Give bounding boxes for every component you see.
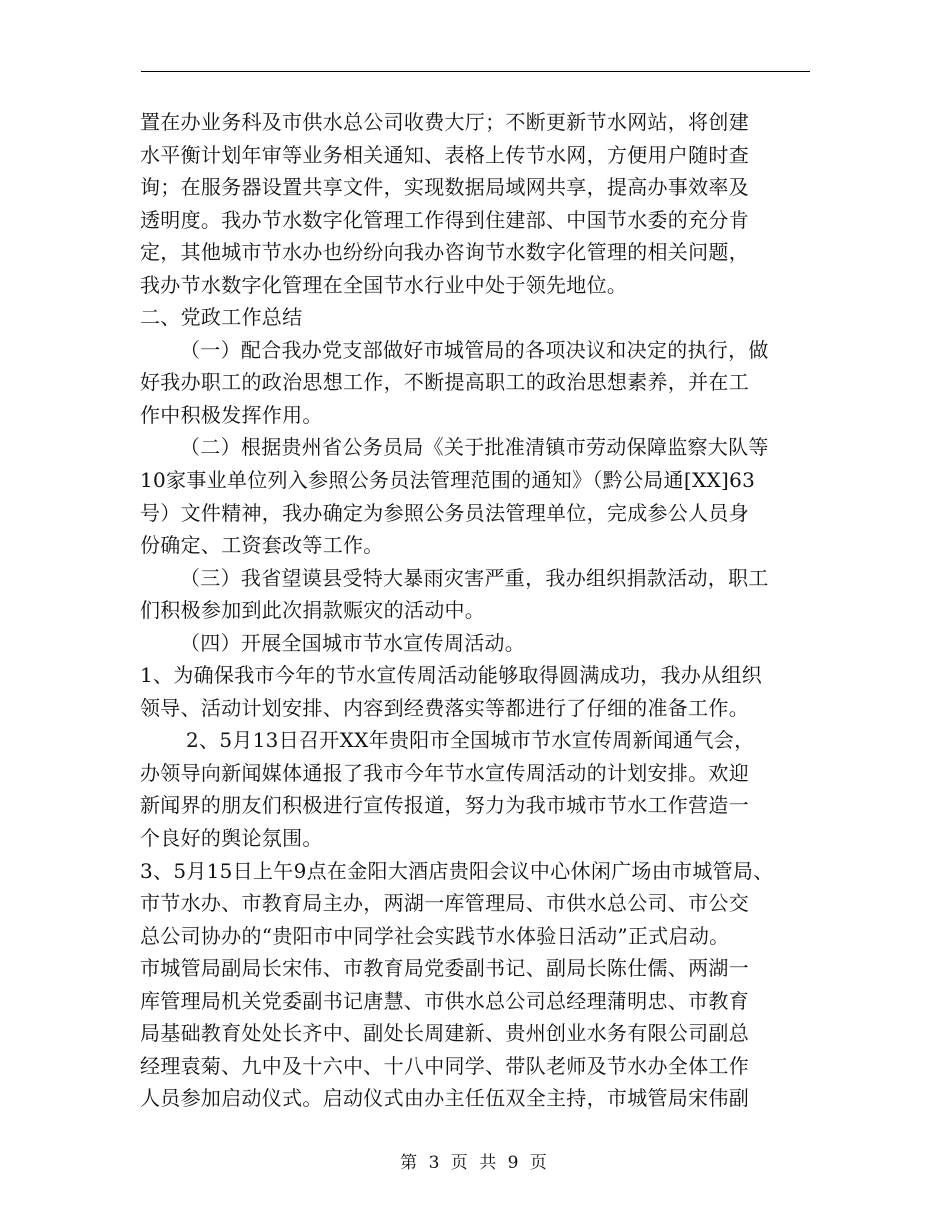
- text-line: 总公司协办的“贵阳市中同学社会实践节水体验日活动”正式启动。: [140, 923, 730, 948]
- text-line: 们积极参加到此次捐款赈灾的活动中。: [140, 598, 486, 623]
- list-item-1: 1、为确保我市今年的节水宣传周活动能够取得圆满成功，我办从组织: [140, 663, 763, 688]
- text-line: 透明度。我办节水数字化管理工作得到住建部、中国节水委的充分肯: [140, 207, 749, 232]
- paragraph-start: （四）开展全国城市节水宣传周活动。: [180, 630, 526, 655]
- header-rule: [141, 71, 810, 72]
- text-line: 市城管局副局长宋伟、市教育局党委副书记、副局长陈仕儒、两湖一: [140, 956, 749, 981]
- text-line: 领导、活动计划安排、内容到经费落实等都进行了仔细的准备工作。: [140, 695, 749, 720]
- text-line: 好我办职工的政治思想工作，不断提高职工的政治思想素养，并在工: [140, 370, 749, 395]
- text-line: 市节水办、市教育局主办，两湖一库管理局、市供水总公司、市公交: [140, 891, 749, 916]
- text-line: 库管理局机关党委副书记唐慧、市供水总公司总经理蒲明忠、市教育: [140, 988, 749, 1013]
- text-line: 定，其他城市节水办也纷纷向我办咨询节水数字化管理的相关问题，: [140, 240, 749, 265]
- paragraph-start: （一）配合我办党支部做好市城管局的各项决议和决定的执行，做: [180, 337, 769, 362]
- text-line: 作中积极发挥作用。: [140, 402, 323, 427]
- text-line: 水平衡计划年审等业务相关通知、表格上传节水网，方便用户随时查: [140, 142, 749, 167]
- text-line: 经理袁菊、九中及十六中、十八中同学、带队老师及节水办全体工作: [140, 1053, 749, 1078]
- page-footer: 第 3 页 共 9 页: [400, 1153, 550, 1173]
- list-item-3: 3、5月15日上午9点在金阳大酒店贵阳会议中心休闲广场由市城管局、: [140, 858, 774, 883]
- list-item-2: 2、5月13日召开XX年贵阳市全国城市节水宣传周新闻通气会，: [186, 728, 755, 753]
- text-line: 10家事业单位列入参照公务员法管理范围的通知》（黔公局通[XX]63: [140, 468, 756, 493]
- text-line: 新闻界的朋友们积极进行宣传报道，努力为我市城市节水工作营造一: [140, 793, 749, 818]
- document-body: [140, 106, 815, 1115]
- text-line: 询；在服务器设置共享文件，实现数据局域网共享，提高办事效率及: [140, 175, 749, 200]
- text-line: 置在办业务科及市供水总公司收费大厅；不断更新节水网站，将创建: [140, 110, 749, 134]
- text-line: 我办节水数字化管理在全国节水行业中处于领先地位。: [140, 272, 628, 297]
- text-line: 人员参加启动仪式。启动仪式由办主任伍双全主持，市城管局宋伟副: [140, 1086, 749, 1111]
- text-line: 号）文件精神，我办确定为参照公务员法管理单位，完成参公人员身: [140, 500, 749, 525]
- paragraph-start: （三）我省望谟县受特大暴雨灾害严重，我办组织捐款活动，职工: [180, 565, 769, 590]
- section-heading: 二、党政工作总结: [140, 305, 303, 330]
- text-line: 局基础教育处处长齐中、副处长周建新、贵州创业水务有限公司副总: [140, 1021, 749, 1046]
- paragraph-start: （二）根据贵州省公务员局《关于批准清镇市劳动保障监察大队等: [180, 435, 769, 460]
- text-line: 个良好的舆论氛围。: [140, 826, 323, 851]
- text-line: 办领导向新闻媒体通报了我市今年节水宣传周活动的计划安排。欢迎: [140, 760, 749, 785]
- text-line: 份确定、工资套改等工作。: [140, 533, 384, 558]
